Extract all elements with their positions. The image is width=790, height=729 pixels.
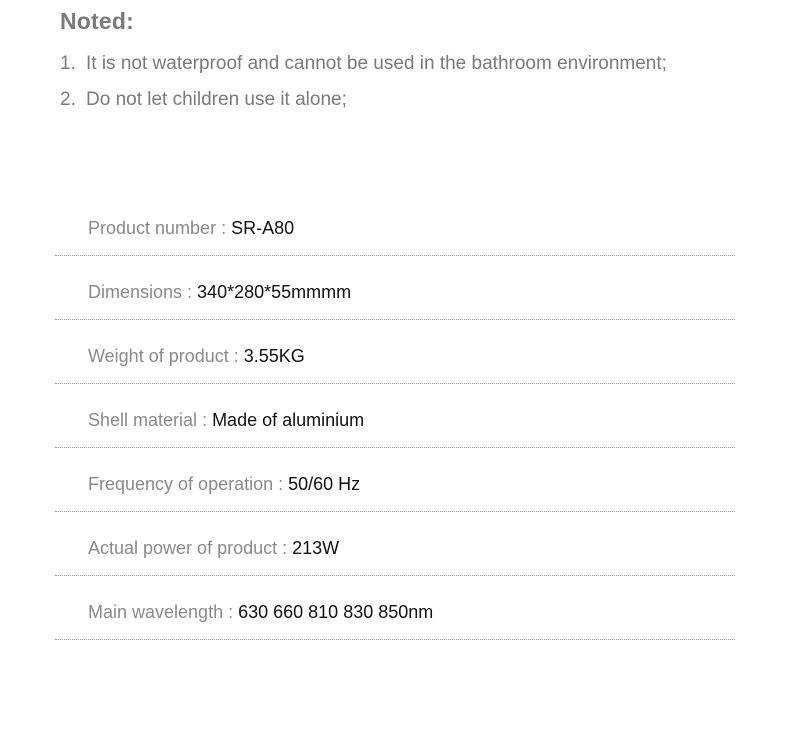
spec-value: 630 660 810 830 850nm: [238, 602, 434, 622]
noted-item-text: It is not waterproof and cannot be used in the bathroom environment;: [86, 53, 667, 74]
spec-row-shell-material: [55, 384, 735, 448]
spec-label: Actual power of product :: [88, 538, 288, 558]
noted-title: Noted:: [60, 8, 135, 34]
noted-item-2: [60, 82, 760, 118]
spec-row-frequency: [55, 448, 735, 512]
spec-value: SR-A80: [231, 218, 295, 238]
noted-item-number: 1.: [60, 53, 76, 74]
spec-value: 50/60 Hz: [288, 474, 361, 494]
spec-row-product-number: [55, 192, 735, 256]
spec-label: Weight of product :: [88, 346, 239, 366]
spec-value: 213W: [292, 538, 340, 558]
noted-section: [60, 6, 760, 118]
noted-item-number: 2.: [60, 89, 76, 110]
spec-label: Frequency of operation :: [88, 474, 284, 494]
spec-row-main-wavelength: [55, 576, 735, 640]
spec-value: Made of aluminium: [212, 410, 365, 430]
spec-value: 3.55KG: [243, 346, 305, 366]
spec-label: Dimensions :: [88, 282, 193, 302]
noted-item-1: [60, 46, 760, 82]
spec-label: Product number :: [88, 218, 227, 238]
noted-item-text: Do not let children use it alone;: [86, 89, 347, 110]
spec-label: Shell material :: [88, 410, 208, 430]
spec-value: 340*280*55mmmm: [197, 282, 352, 302]
spec-row-actual-power: [55, 512, 735, 576]
noted-list: [60, 46, 760, 118]
spec-label: Main wavelength :: [88, 602, 234, 622]
spec-table: [55, 192, 735, 640]
spec-row-dimensions: [55, 256, 735, 320]
spec-row-weight: [55, 320, 735, 384]
